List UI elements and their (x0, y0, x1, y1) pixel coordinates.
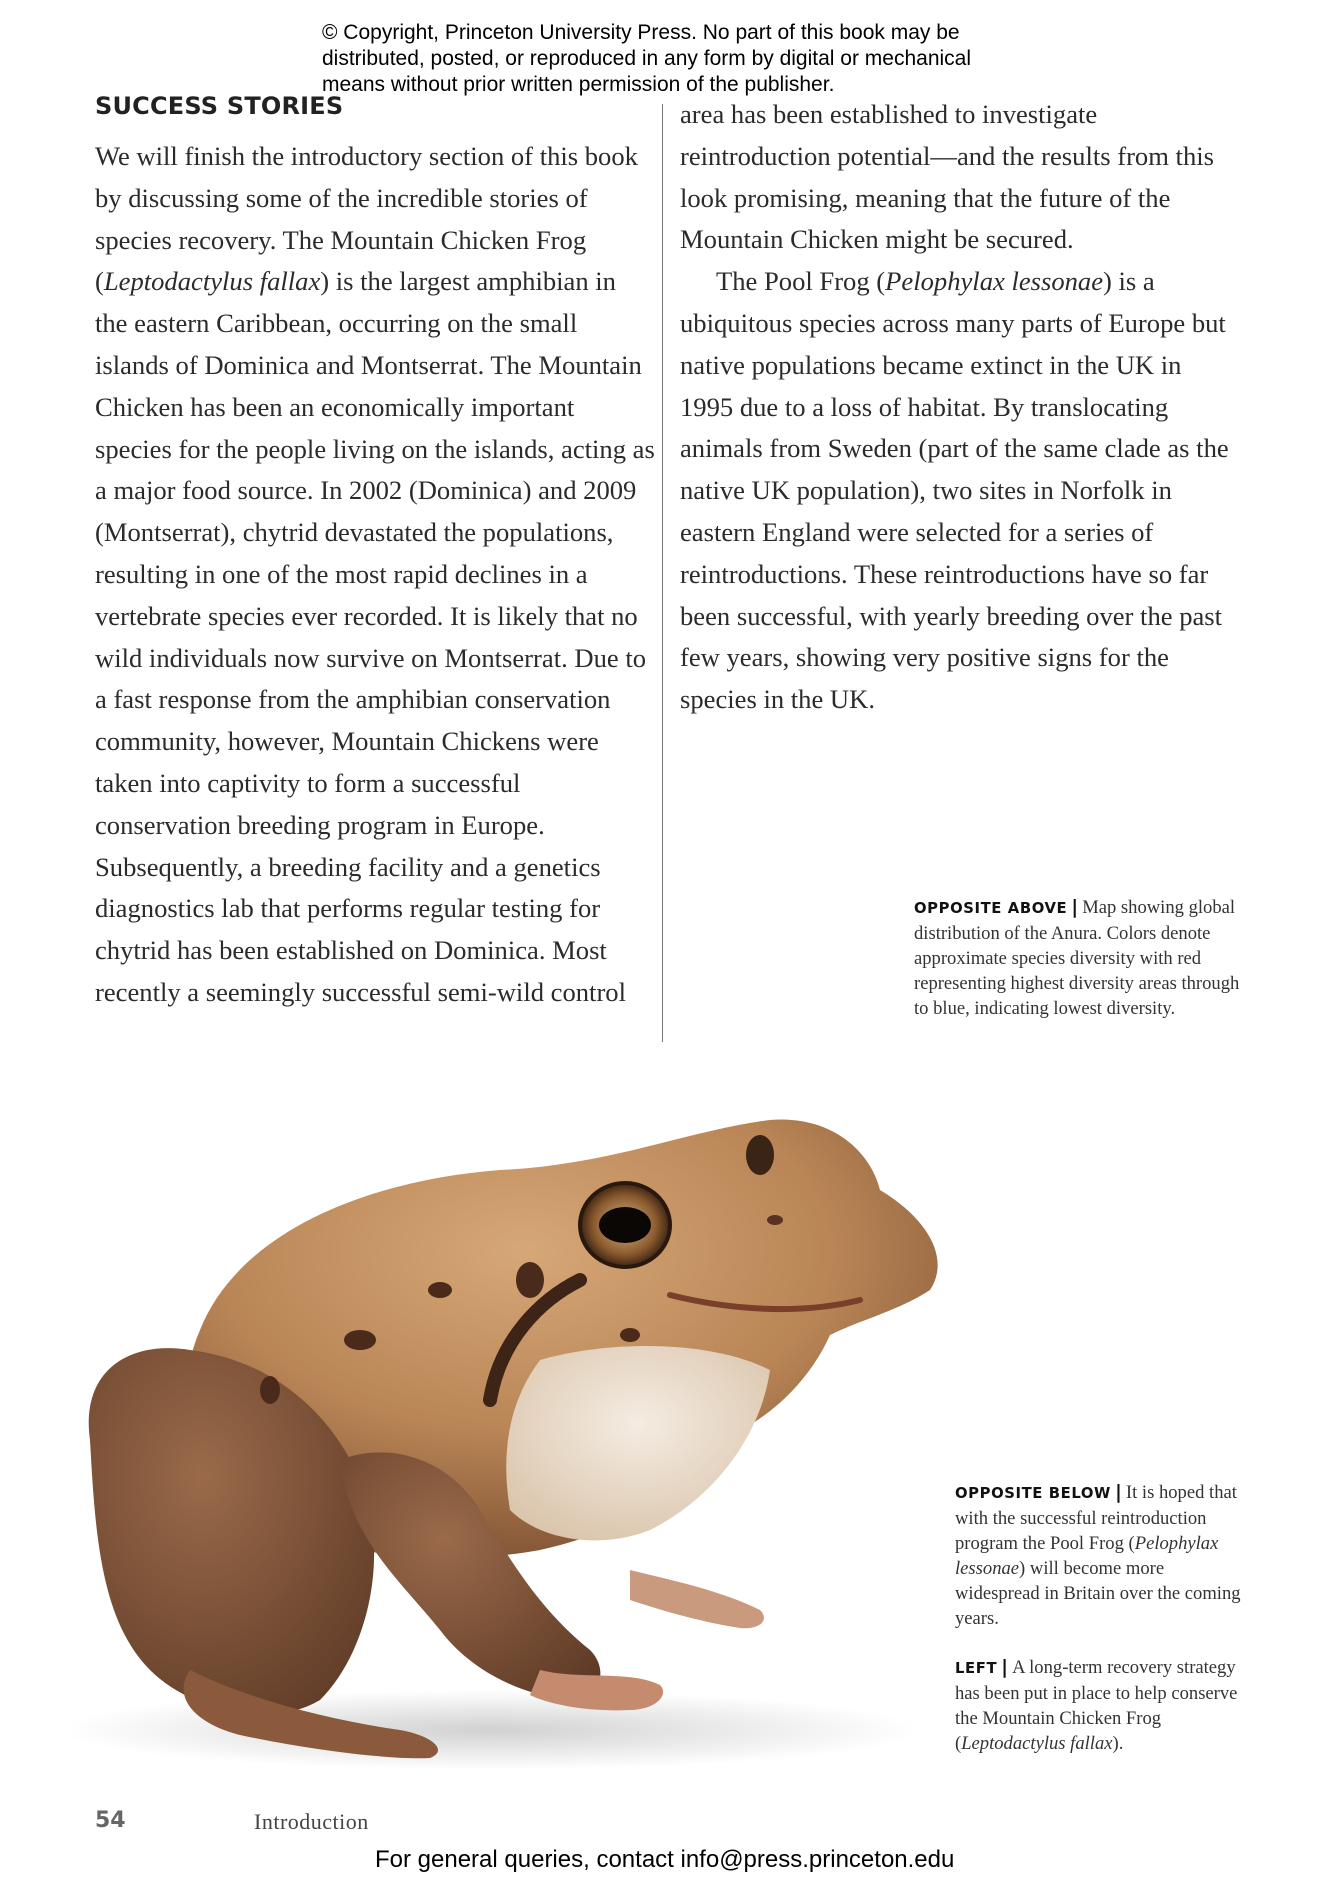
section-heading: SUCCESS STORIES (95, 92, 344, 120)
caption-label: OPPOSITE BELOW (955, 1485, 1111, 1502)
caption-text: Map showing global distribution of the Anura. Colors denote approximate species diversity with red representing highest diversity areas through to blue, indicating lowest diversity. (914, 897, 1240, 1019)
frog-nostril (767, 1215, 783, 1225)
frog-far-eye (746, 1135, 774, 1175)
scientific-name: Pelophylax lessonae (885, 266, 1104, 297)
body-column-left (95, 136, 655, 1014)
body-text: We will finish the introductory section of this book by discussing some of the incredible stories of species recovery. The Mountain Chicken Frog ( (95, 141, 638, 297)
copyright-notice (322, 20, 1042, 98)
page-number: 54 (95, 1808, 126, 1833)
body-paragraph: area has been established to investigate reintroduction potential—and the results from this look promising, meaning that the future of the Mountain Chicken might be secured. (680, 99, 1214, 255)
caption-separator: | (1001, 1656, 1009, 1678)
body-paragraph (95, 136, 655, 1014)
body-text: ) is the largest amphibian in the eastern Caribbean, occurring on the small islands of Dominica and Montserrat. The Mountain Chicken has been an economically important species for the people living on the islands, acting as a major food source. In 2002 (Dominica) and 2009 (Montserrat), chytrid devastated the populations, resulting in one of the most rapid declines in a vertebrate species ever recorded. It is likely that no wild individuals now survive on Montserrat. Due to a fast response from the amphibian conservation community, however, Mountain Chickens were taken into captivity to form a successful conservation breeding program in Europe. Subsequently, a breeding facility and a genetics diagnostics lab that performs regular testing for chytrid has been established on Dominica. Most recently a seemingly successful semi-wild control (95, 266, 655, 1007)
frog-pupil (599, 1207, 651, 1243)
copyright-line-3: means without prior written permission of the publisher. (322, 73, 835, 96)
frog-right-foot (630, 1570, 764, 1628)
body-text: The Pool Frog ( (716, 266, 886, 297)
running-head: Introduction (254, 1809, 369, 1834)
scientific-name: Leptodactylus fallax (961, 1733, 1113, 1754)
caption-text: A long-term recovery strategy has been put in place to help conserve the Mountain Chicken Frog ( (955, 1657, 1238, 1754)
caption-text: ). (1112, 1733, 1124, 1754)
column-divider (662, 104, 663, 1042)
mountain-chicken-frog-photo (70, 1110, 1030, 1770)
copyright-line-1: © Copyright, Princeton University Press. No part of this book may be (322, 21, 960, 44)
body-text: ) is a ubiquitous species across many parts of Europe but native populations became extinct in the UK in 1995 due to a loss of habitat. By translocating animals from Sweden (part of the same clade as the native UK population), two sites in Norfolk in eastern England were selected for a series of reintroductions. These reintroductions have so far been successful, with yearly breeding over the past few years, showing very positive signs for the species in the UK. (680, 266, 1229, 715)
body-column-right (680, 94, 1240, 721)
body-paragraph (680, 261, 1240, 721)
copyright-line-2: distributed, posted, or reproduced in any form by digital or mechanical (322, 47, 972, 70)
caption-label: LEFT (955, 1660, 998, 1677)
caption-text: It is hoped that with the successful reintroduction program the Pool Frog ( (955, 1482, 1237, 1554)
caption-separator: | (1114, 1481, 1122, 1503)
caption-separator: | (1071, 896, 1079, 918)
caption-opposite-above (914, 895, 1244, 1021)
contact-footer: For general queries, contact info@press.princeton.edu (375, 1846, 955, 1873)
scientific-name: Pelophylax lessonae (955, 1533, 1219, 1579)
scientific-name: Leptodactylus fallax (103, 266, 321, 297)
frog-belly (506, 1346, 770, 1540)
caption-label: OPPOSITE ABOVE (914, 900, 1068, 917)
caption-text: ) will become more widespread in Britain over the coming years. (955, 1558, 1241, 1629)
